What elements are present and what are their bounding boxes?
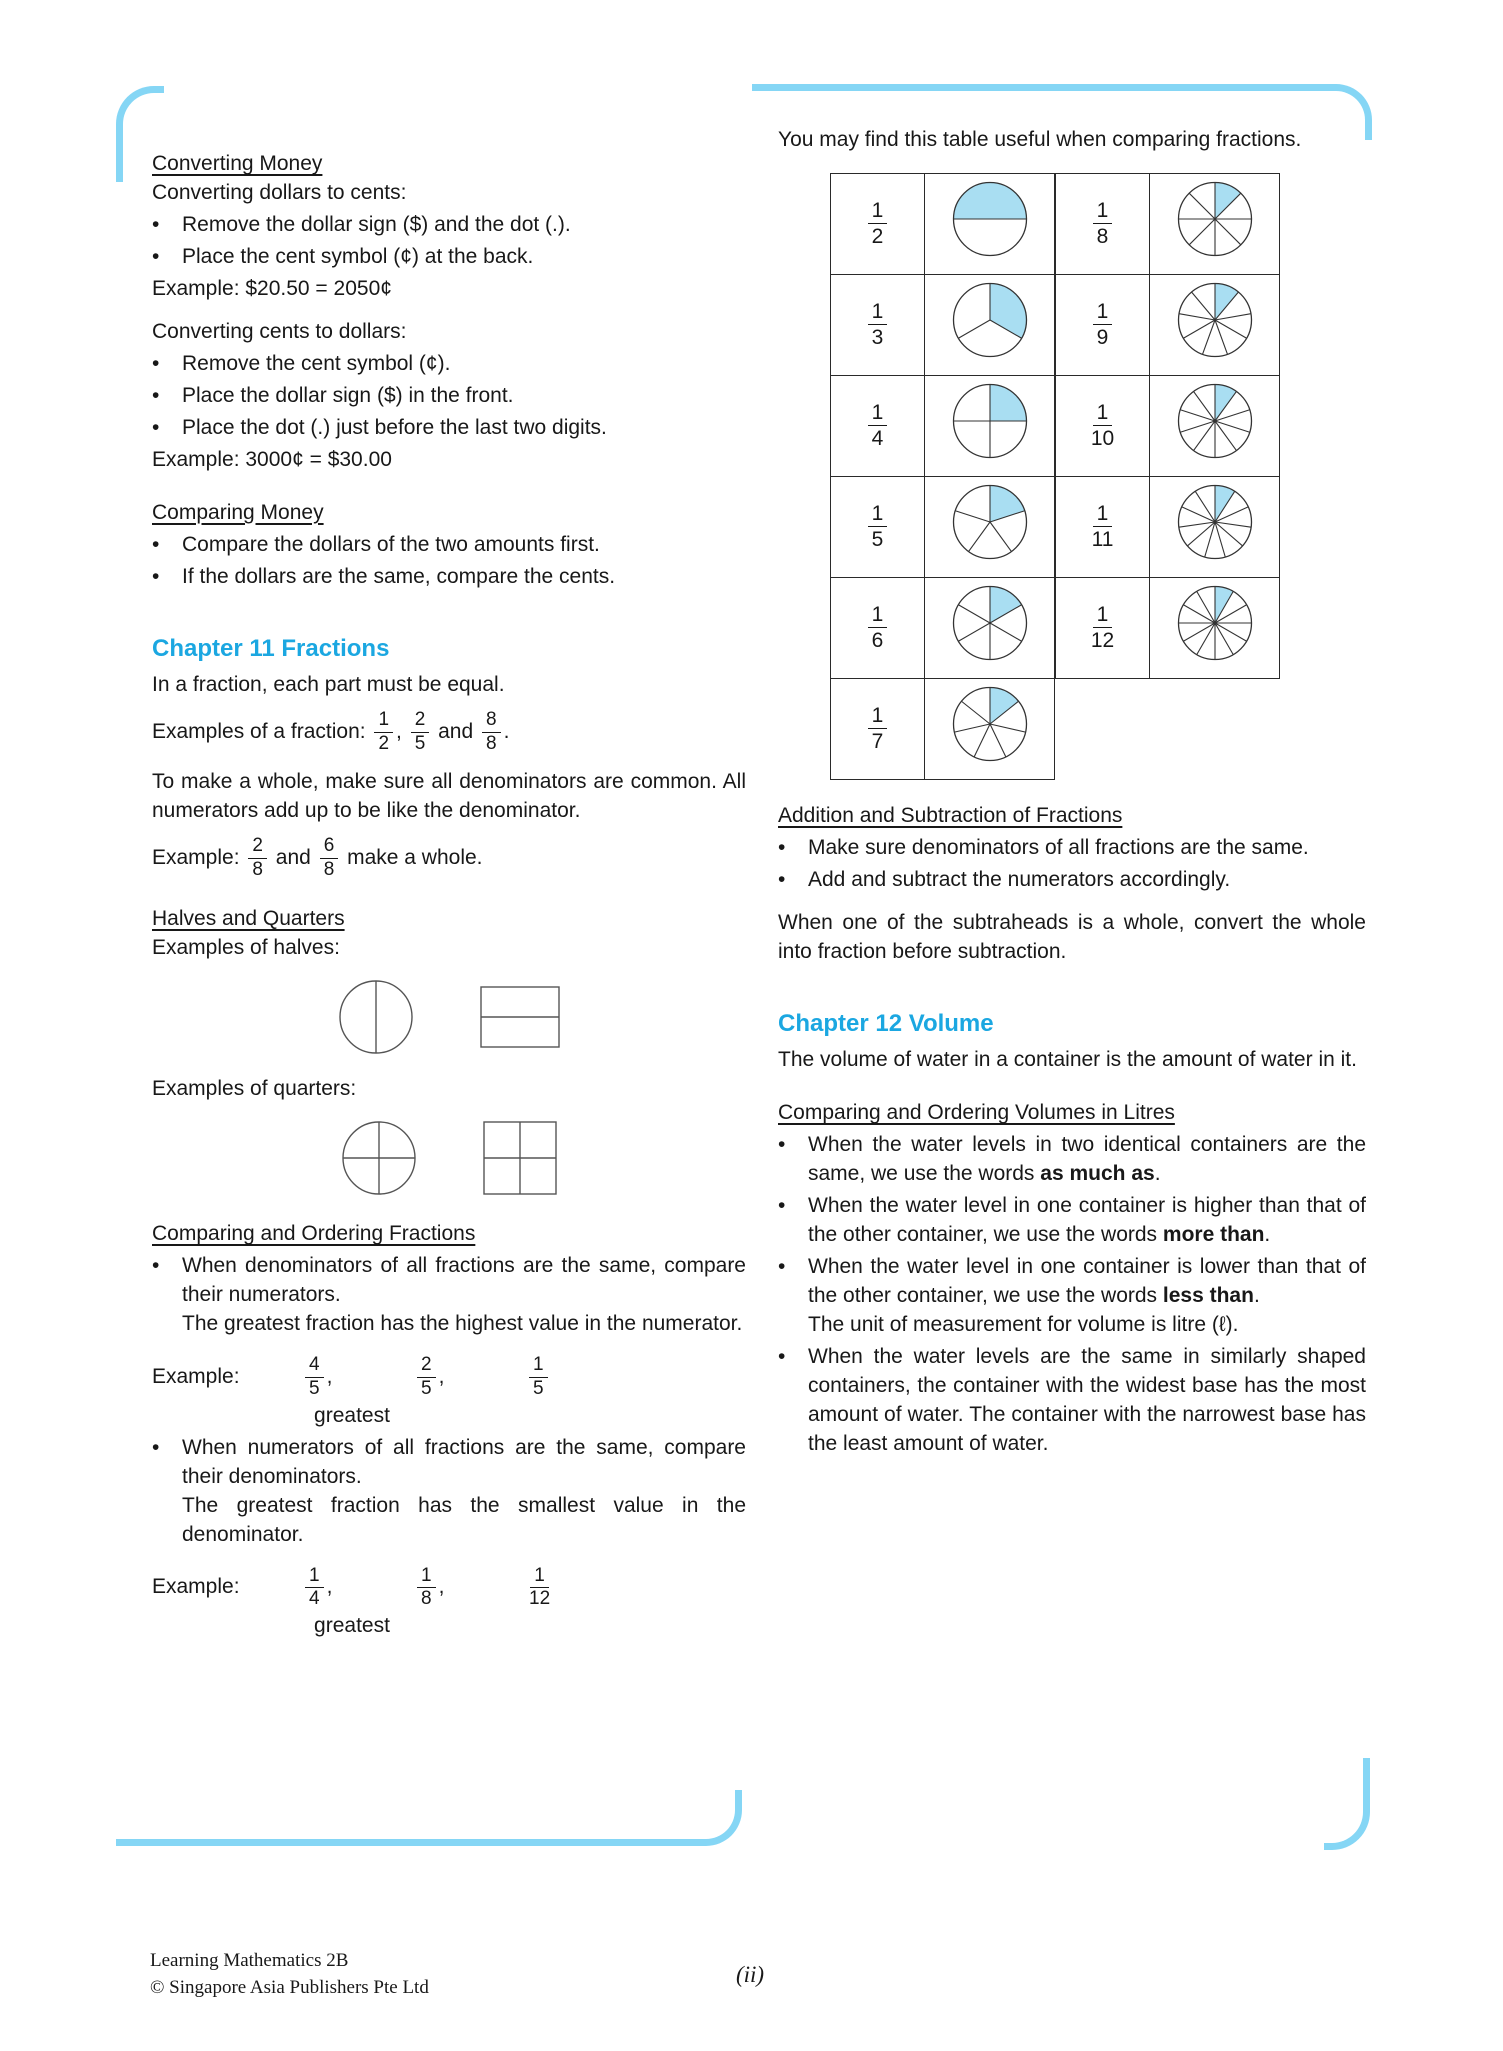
quarters-label: Examples of quarters:: [152, 1077, 357, 1101]
converting-money-heading: Converting Money: [152, 152, 323, 175]
footer: [150, 1948, 429, 2001]
fraction-table-row: [831, 577, 1055, 678]
pie-chart-cell: [925, 476, 1055, 577]
rectangle-halves-figure: [480, 986, 560, 1048]
bullet-text: When numerators of all fractions are the same, compare their denominators. The greatest fraction has the smallest value in the denominator.: [182, 1435, 746, 1546]
square-quarters-figure: [483, 1121, 557, 1195]
pie-chart: [952, 181, 1028, 257]
fraction-cell: [1056, 375, 1150, 476]
example-label: Example:: [152, 846, 240, 870]
chapter-12-intro: The volume of water in a container is the amount of water in it.: [778, 1047, 1357, 1071]
list-item: [152, 382, 746, 411]
decorative-line-bottom-left: [116, 1790, 742, 1846]
comparing-money-heading: Comparing Money: [152, 500, 324, 524]
whole-example-line: [152, 836, 746, 881]
example-line: Example: 3000¢ = $30.00: [152, 447, 392, 471]
bullet-icon: •: [778, 1132, 786, 1156]
list-item: [152, 414, 746, 443]
fraction: $\frac{1}{3}$: [868, 300, 888, 349]
bullet-icon: •: [152, 1254, 160, 1278]
pie-chart: [952, 686, 1028, 762]
bullet-icon: •: [152, 244, 160, 268]
fraction-table-row: [831, 375, 1055, 476]
list-item: [152, 563, 746, 592]
fraction-table-row: [1056, 476, 1280, 577]
list-item: [152, 1434, 746, 1550]
fraction-cell: [1056, 173, 1150, 274]
example-fraction: $\frac{4}{5}$ ,: [302, 1355, 414, 1400]
pie-chart-cell: [1150, 274, 1280, 375]
bold-term: less than: [1162, 1283, 1254, 1307]
bullet-icon: •: [778, 1193, 786, 1217]
comparing-volumes-heading: Comparing and Ordering Volumes in Litres: [778, 1100, 1175, 1124]
whole-example-suffix: make a whole.: [347, 846, 483, 870]
list-item: [778, 1253, 1366, 1340]
fraction-comparison-table: [830, 173, 1366, 780]
addition-subtraction-heading: Addition and Subtraction of Fractions: [778, 803, 1123, 827]
fraction-table-row: [831, 173, 1055, 274]
greatest-label: greatest: [314, 1614, 390, 1638]
fraction-examples-line: [152, 710, 746, 755]
halves-figures: [152, 979, 746, 1055]
bullet-text: Place the dot (.) just before the last two digits.: [182, 415, 607, 439]
bullet-text: When the water levels in two identical containers are the same, we use the words as much as.: [808, 1132, 1366, 1185]
pie-chart-cell: [1150, 577, 1280, 678]
example-fraction: $\frac{2}{5}$ ,: [414, 1355, 526, 1400]
example-fraction: $\frac{1}{12}$: [529, 1564, 551, 1610]
fraction: $\frac{6}{8}$: [320, 836, 339, 881]
bullet-icon: •: [152, 415, 160, 439]
bullet-text: Place the dollar sign ($) in the front.: [182, 383, 514, 407]
fraction-cell: [831, 375, 925, 476]
fraction-table-right: [1055, 173, 1280, 679]
pie-chart: [952, 585, 1028, 661]
bullet-text: If the dollars are the same, compare the cents.: [182, 564, 616, 588]
fraction: $\frac{1}{10}$: [1090, 401, 1115, 451]
greatest-label: greatest: [314, 1403, 390, 1427]
fraction: $\frac{1}{5}$: [868, 502, 888, 551]
pie-chart-cell: [925, 577, 1055, 678]
pie-chart-cell: [1150, 173, 1280, 274]
fraction: $\frac{1}{7}$: [868, 704, 888, 753]
bullet-text: Make sure denominators of all fractions are the same.: [808, 835, 1309, 859]
pie-chart: [1177, 484, 1253, 560]
pie-chart: [952, 484, 1028, 560]
separator: and: [269, 846, 311, 870]
bullet-text: When the water level in one container is lower than that of the other container, we use the words less than. The unit of measurement for volume is litre (ℓ).: [808, 1253, 1366, 1340]
bullet-text: Remove the dollar sign ($) and the dot (.).: [182, 212, 571, 236]
halves-quarters-heading: Halves and Quarters: [152, 907, 345, 931]
fraction: $\frac{2}{8}$: [248, 836, 267, 881]
list-item: [778, 1131, 1366, 1189]
bullet-icon: •: [778, 867, 786, 891]
fraction-table-row: [1056, 577, 1280, 678]
pie-chart: [952, 383, 1028, 459]
pie-chart: [952, 282, 1028, 358]
example-fraction: $\frac{1}{5}$: [526, 1355, 638, 1400]
fraction: $\frac{1}{4}$: [868, 401, 888, 450]
pie-chart: [1177, 282, 1253, 358]
fraction: $\frac{1}{9}$: [1093, 300, 1113, 349]
bold-term: as much as: [1040, 1161, 1155, 1185]
bullet-icon: •: [152, 532, 160, 556]
list-item: [778, 1343, 1366, 1459]
pie-chart-cell: [925, 173, 1055, 274]
subtraction-note: When one of the subtraheads is a whole, convert the whole into fraction before subtraction.: [778, 910, 1366, 963]
fraction: $\frac{8}{8}$: [482, 710, 501, 755]
fraction: $\frac{2}{5}$: [411, 710, 430, 755]
examples-label: Examples of a fraction:: [152, 719, 366, 743]
pie-chart: [1177, 181, 1253, 257]
fraction: $\frac{1}{11}$: [1091, 502, 1114, 552]
pie-chart-cell: [1150, 476, 1280, 577]
list-item: [152, 1252, 746, 1339]
example-row: [152, 1355, 746, 1400]
fraction-table-row: [1056, 173, 1280, 274]
list-item: [152, 531, 746, 560]
separator: and: [432, 719, 474, 743]
fraction-table-left: [830, 173, 1055, 780]
list-item: [152, 243, 746, 272]
bullet-icon: •: [152, 212, 160, 236]
example-line: Example: $20.50 = 2050¢: [152, 276, 392, 300]
fraction-table-row: [831, 476, 1055, 577]
right-column: [778, 126, 1366, 1462]
halves-label: Examples of halves:: [152, 936, 340, 960]
example-fraction: $\frac{1}{4}$ ,: [302, 1566, 414, 1611]
list-item: [778, 834, 1366, 863]
fraction-cell: [831, 577, 925, 678]
fraction-table-row: [831, 678, 1055, 779]
fraction-cell: [831, 173, 925, 274]
bullet-text: Add and subtract the numerators accordingly.: [808, 867, 1231, 891]
list-item: [778, 866, 1366, 895]
pie-chart-cell: [925, 375, 1055, 476]
list-item: [152, 211, 746, 240]
fraction-table-intro: You may find this table useful when comparing fractions.: [778, 128, 1302, 151]
bullet-text: When the water levels are the same in similarly shaped containers, the container with the widest base has the most amount of water. The container with the narrowest base has the least amount of water.: [808, 1344, 1366, 1455]
bullet-text: Compare the dollars of the two amounts first.: [182, 532, 600, 556]
pie-chart: [1177, 585, 1253, 661]
cents-to-dollars-subheading: Converting cents to dollars:: [152, 319, 407, 343]
fraction: $\frac{1}{6}$: [868, 603, 888, 652]
fraction: $\frac{1}{12}$: [1090, 603, 1115, 653]
separator: .: [503, 719, 510, 743]
fraction-table-row: [1056, 274, 1280, 375]
fraction-cell: [1056, 476, 1150, 577]
bullet-icon: •: [778, 835, 786, 859]
fraction-cell: [1056, 577, 1150, 678]
bullet-icon: •: [778, 1254, 786, 1278]
bold-term: more than: [1162, 1222, 1265, 1246]
circle-halves-figure: [338, 979, 414, 1055]
example-fraction: $\frac{1}{8}$ ,: [414, 1566, 526, 1611]
litre-note: The unit of measurement for volume is litre (ℓ).: [808, 1312, 1239, 1336]
fraction-table-row: [831, 274, 1055, 375]
fraction-cell: [1056, 274, 1150, 375]
example-row: [152, 1566, 746, 1611]
fraction: $\frac{1}{8}$: [1093, 199, 1113, 248]
pie-chart-cell: [1150, 375, 1280, 476]
bullet-text: When the water level in one container is higher than that of the other container, we use the words more than.: [808, 1193, 1366, 1246]
chapter-11-intro: In a fraction, each part must be equal.: [152, 672, 505, 696]
chapter-12-title: Chapter 12 Volume: [778, 1009, 994, 1037]
quarters-figures: [152, 1120, 746, 1196]
list-item: [778, 1192, 1366, 1250]
circle-quarters-figure: [341, 1120, 417, 1196]
decorative-corner-bottom-right: [1324, 1758, 1370, 1850]
dollars-to-cents-subheading: Converting dollars to cents:: [152, 180, 407, 204]
bullet-icon: •: [778, 1344, 786, 1368]
separator: ,: [396, 719, 402, 743]
comparing-fractions-heading: Comparing and Ordering Fractions: [152, 1222, 476, 1246]
bullet-text: Place the cent symbol (¢) at the back.: [182, 244, 534, 268]
bullet-icon: •: [152, 383, 160, 407]
example-label: Example:: [152, 1364, 240, 1388]
pie-chart-cell: [925, 274, 1055, 375]
footer-book-title: Learning Mathematics 2B: [150, 1950, 349, 1971]
chapter-11-title: Chapter 11 Fractions: [152, 634, 390, 662]
fraction-cell: [831, 678, 925, 779]
left-column: [152, 150, 746, 1641]
list-item: [152, 350, 746, 379]
bullet-icon: •: [152, 1435, 160, 1459]
fraction: $\frac{1}{2}$: [868, 199, 888, 248]
bullet-icon: •: [152, 564, 160, 588]
fraction: $\frac{1}{2}$: [374, 710, 393, 755]
fraction-table-row: [1056, 375, 1280, 476]
page-number: (ii): [735, 1962, 765, 1987]
fraction-cell: [831, 476, 925, 577]
bullet-text: Remove the cent symbol (¢).: [182, 351, 451, 375]
pie-chart-cell: [925, 678, 1055, 779]
fraction-cell: [831, 274, 925, 375]
make-a-whole-paragraph: To make a whole, make sure all denominators are common. All numerators add up to be like the denominator.: [152, 770, 746, 823]
footer-publisher: © Singapore Asia Publishers Pte Ltd: [150, 1976, 429, 1998]
pie-chart: [1177, 383, 1253, 459]
bullet-icon: •: [152, 351, 160, 375]
bullet-text: When denominators of all fractions are the same, compare their numerators. The greatest fraction has the highest value in the numerator.: [182, 1254, 746, 1335]
example-label: Example:: [152, 1575, 240, 1599]
